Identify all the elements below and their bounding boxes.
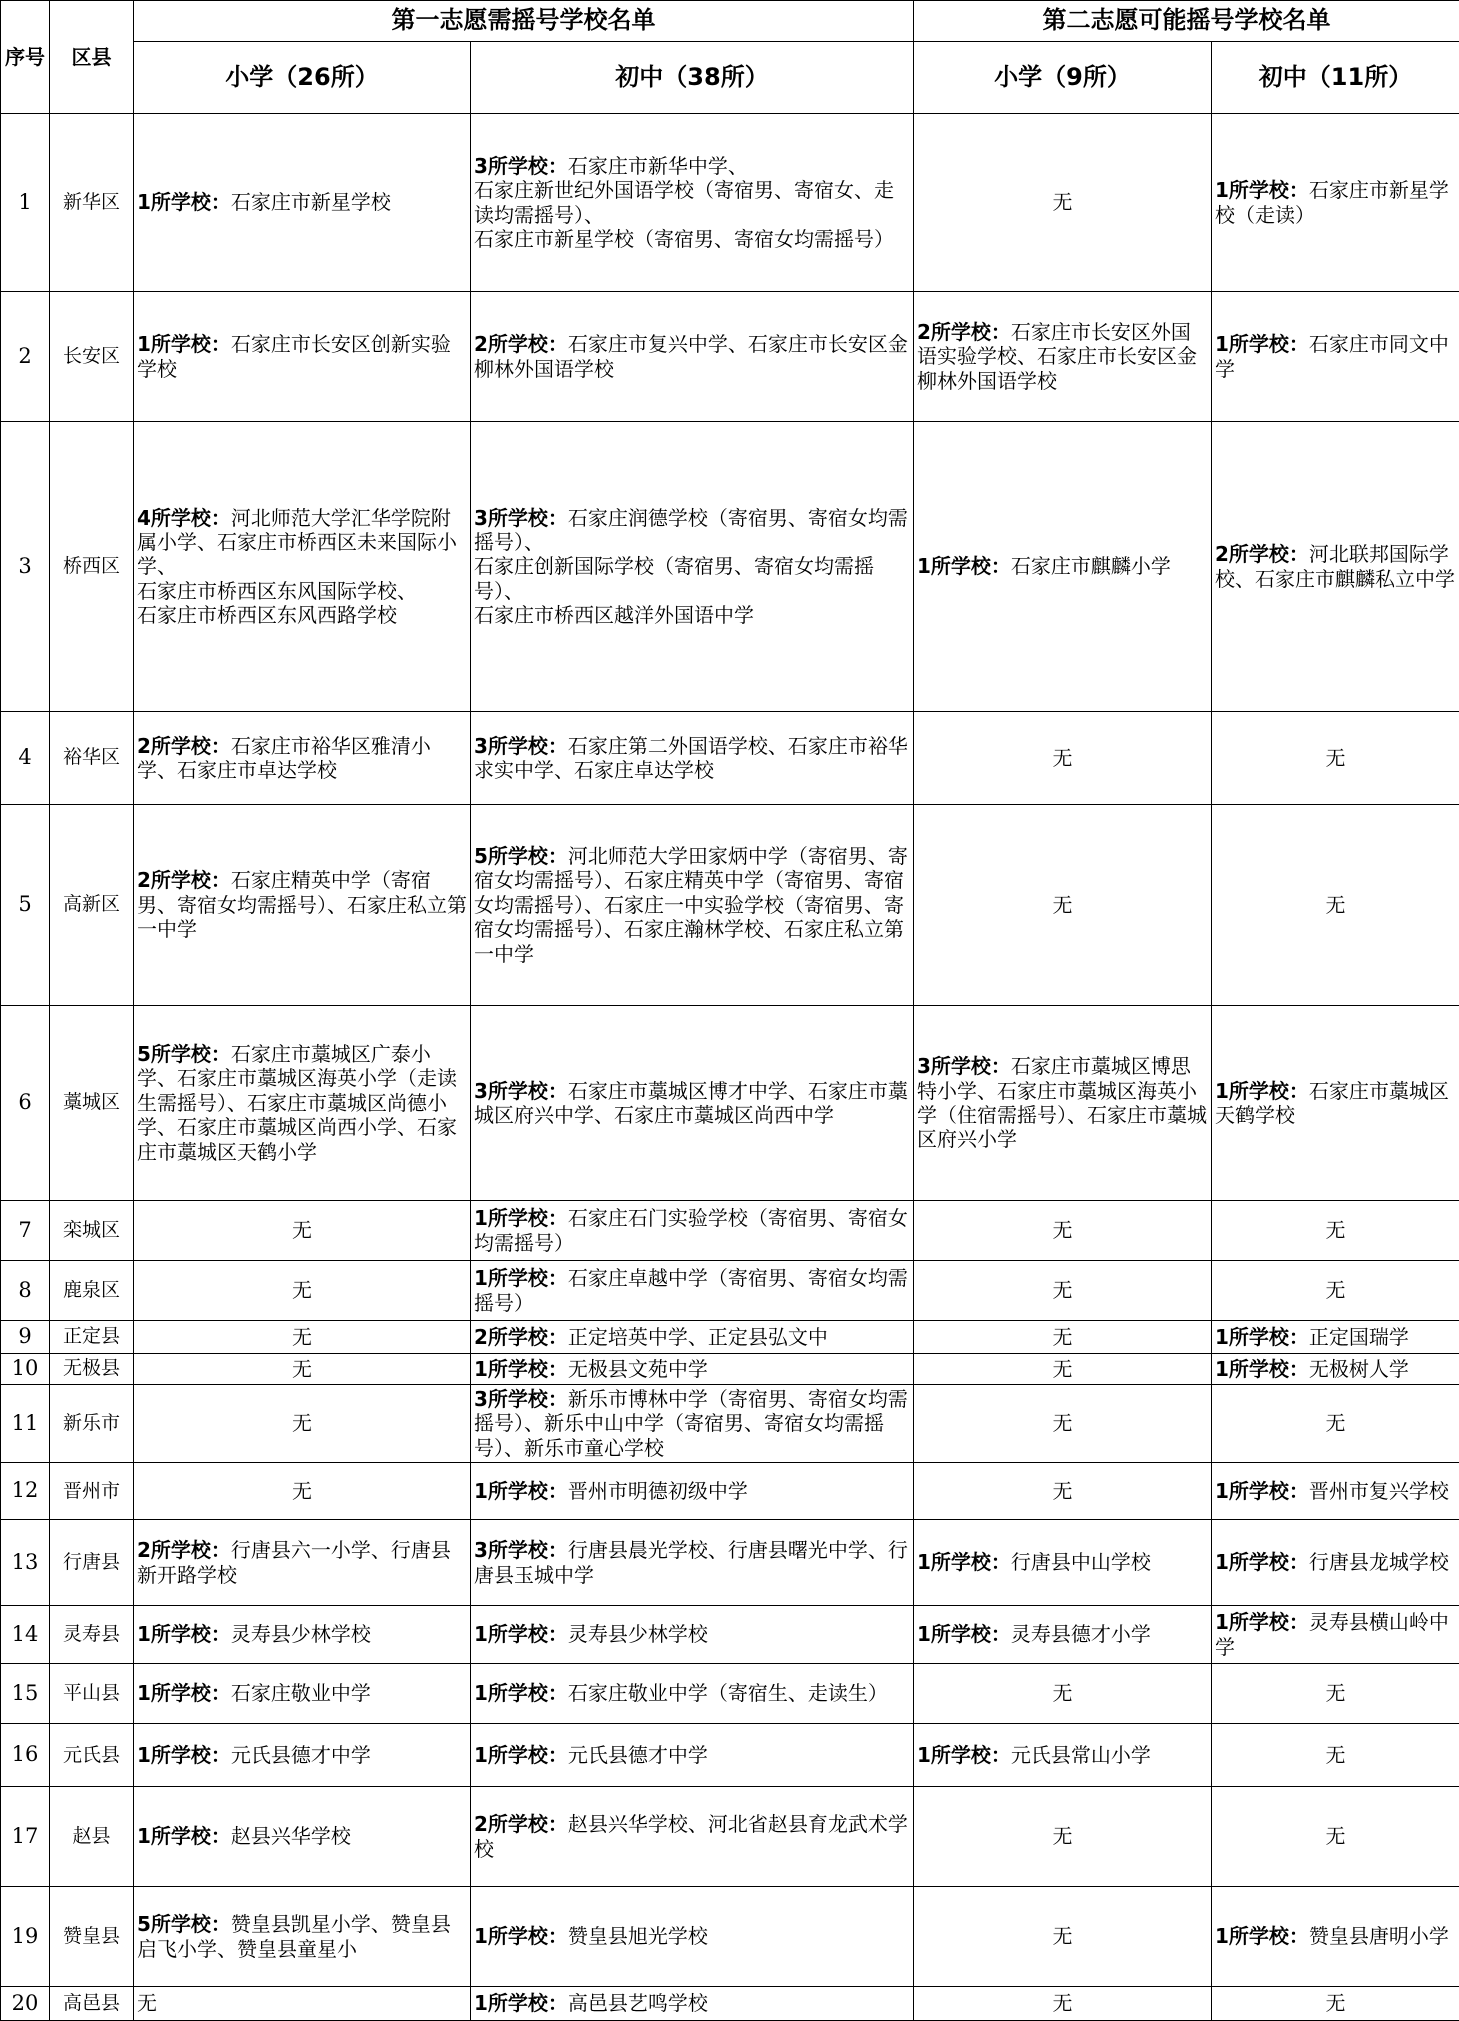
- district-name: 行唐县: [50, 1520, 134, 1606]
- table-row: [1, 1987, 1459, 2021]
- school-cell-g1-primary: [134, 1724, 471, 1787]
- school-count: 1所学校：: [1215, 1610, 1309, 1634]
- school-count: 2所学校：: [137, 734, 231, 758]
- school-list-text: 无极树人学: [1309, 1357, 1409, 1381]
- school-list-text: 石家庄精英中学（寄宿男、寄宿女均需摇号）、石家庄私立第一中学: [137, 868, 467, 941]
- school-cell-g2-primary: [914, 1006, 1212, 1201]
- school-count: 3所学校：: [917, 1054, 1011, 1078]
- header-g1-junior: 初中（38所）: [471, 42, 914, 114]
- none-value: 无: [1326, 1743, 1346, 1767]
- district-name: 灵寿县: [50, 1606, 134, 1664]
- row-number: 12: [1, 1463, 50, 1520]
- school-cell-g2-junior: [1212, 1354, 1459, 1385]
- school-count: 1所学校：: [474, 1681, 568, 1705]
- district-name: 长安区: [50, 292, 134, 422]
- school-count: 1所学校：: [1215, 1550, 1309, 1574]
- district-name: 栾城区: [50, 1201, 134, 1261]
- school-count: 3所学校：: [474, 1079, 568, 1103]
- school-cell-g1-junior: [471, 1321, 914, 1354]
- school-count: 1所学校：: [474, 1357, 568, 1381]
- school-count: 2所学校：: [137, 1538, 231, 1562]
- school-list-text: 石家庄敬业中学（寄宿生、走读生）: [568, 1681, 888, 1705]
- school-list-text: 正定培英中学、正定县弘文中: [568, 1325, 828, 1349]
- school-list-text: 石家庄市桥西区东风西路学校: [137, 603, 467, 627]
- school-cell-g2-junior: [1212, 1321, 1459, 1354]
- school-list-text: 赵县兴华学校、河北省赵县育龙武术学校: [474, 1812, 908, 1860]
- table-row: [1, 114, 1459, 292]
- school-list-text: 石家庄石门实验学校（寄宿男、寄宿女均需摇号）: [474, 1206, 908, 1254]
- school-cell-g2-junior: [1212, 422, 1459, 712]
- row-number: 9: [1, 1321, 50, 1354]
- none-value: 无: [292, 1357, 312, 1381]
- school-count: 3所学校：: [474, 734, 568, 758]
- school-cell-g2-junior: [1212, 712, 1459, 805]
- school-count: 1所学校：: [474, 1743, 568, 1767]
- row-number: 1: [1, 114, 50, 292]
- school-cell-g1-primary: [134, 292, 471, 422]
- school-cell-g1-primary: [134, 1261, 471, 1321]
- school-cell-g2-junior: [1212, 292, 1459, 422]
- school-list-text: 石家庄市新华中学、: [568, 154, 748, 178]
- table-row: [1, 1887, 1459, 1987]
- school-count: 2所学校：: [474, 1812, 568, 1836]
- school-list-text: 石家庄新世纪外国语学校（寄宿男、寄宿女、走读均需摇号）、: [474, 178, 910, 227]
- none-value: 无: [292, 1479, 312, 1503]
- header-first-choice: 第一志愿需摇号学校名单: [134, 1, 914, 42]
- school-cell-g2-primary: [914, 1987, 1212, 2021]
- school-cell-g1-primary: [134, 1987, 471, 2021]
- school-count: 1所学校：: [137, 332, 231, 356]
- school-list-text: 石家庄市新星学校（走读）: [1215, 178, 1449, 226]
- school-list-text: 石家庄市藁城区博才中学、石家庄市藁城区府兴中学、石家庄市藁城区尚西中学: [474, 1079, 908, 1127]
- school-count: 3所学校：: [474, 506, 568, 530]
- school-count: 3所学校：: [474, 154, 568, 178]
- table-row: [1, 1606, 1459, 1664]
- school-count: 2所学校：: [1215, 542, 1309, 566]
- school-cell-g1-junior: [471, 1201, 914, 1261]
- district-name: 元氏县: [50, 1724, 134, 1787]
- school-list-text: 晋州市明德初级中学: [568, 1479, 748, 1503]
- row-number: 7: [1, 1201, 50, 1261]
- school-cell-g1-junior: [471, 1463, 914, 1520]
- district-name: 正定县: [50, 1321, 134, 1354]
- school-cell-g2-junior: [1212, 1987, 1459, 2021]
- school-list-text: 无极县文苑中学: [568, 1357, 708, 1381]
- school-cell-g1-junior: [471, 1664, 914, 1724]
- district-name: 高邑县: [50, 1987, 134, 2021]
- school-cell-g1-junior: [471, 114, 914, 292]
- school-list-text: 石家庄市新星学校: [231, 190, 391, 214]
- school-cell-g2-junior: [1212, 114, 1459, 292]
- school-cell-g2-junior: [1212, 1724, 1459, 1787]
- school-cell-g1-junior: [471, 1261, 914, 1321]
- school-list-text: 灵寿县横山岭中学: [1215, 1610, 1449, 1658]
- row-number: 17: [1, 1787, 50, 1887]
- school-cell-g2-primary: [914, 1724, 1212, 1787]
- school-list-text: 元氏县德才中学: [568, 1743, 708, 1767]
- district-name: 新乐市: [50, 1385, 134, 1463]
- school-cell-g2-junior: [1212, 1787, 1459, 1887]
- school-cell-g1-primary: [134, 1201, 471, 1261]
- school-count: 1所学校：: [1215, 178, 1309, 202]
- school-cell-g1-primary: [134, 1887, 471, 1987]
- school-count: 2所学校：: [474, 332, 568, 356]
- none-value: 无: [1053, 1218, 1073, 1242]
- school-list-text: 正定国瑞学: [1309, 1325, 1409, 1349]
- school-list-text: 行唐县龙城学校: [1309, 1550, 1449, 1574]
- school-cell-g1-junior: [471, 712, 914, 805]
- school-cell-g1-primary: [134, 1006, 471, 1201]
- school-list-text: 石家庄市复兴中学、石家庄市长安区金柳林外国语学校: [474, 332, 908, 380]
- none-value: 无: [1053, 1924, 1073, 1948]
- school-cell-g1-junior: [471, 1006, 914, 1201]
- school-count: 1所学校：: [474, 1206, 568, 1230]
- school-count: 1所学校：: [917, 1743, 1011, 1767]
- school-list-text: 石家庄卓越中学（寄宿男、寄宿女均需摇号）: [474, 1266, 908, 1314]
- table-row: [1, 1201, 1459, 1261]
- none-value: 无: [1053, 746, 1073, 770]
- school-count: 1所学校：: [474, 1266, 568, 1290]
- school-count: 1所学校：: [917, 1550, 1011, 1574]
- school-cell-g2-primary: [914, 292, 1212, 422]
- school-list-text: 晋州市复兴学校: [1309, 1479, 1449, 1503]
- table-row: [1, 1261, 1459, 1321]
- school-list-text: 河北联邦国际学校、石家庄市麒麟私立中学: [1215, 542, 1455, 590]
- school-count: 1所学校：: [1215, 1479, 1309, 1503]
- school-count: 1所学校：: [1215, 1357, 1309, 1381]
- district-name: 藁城区: [50, 1006, 134, 1201]
- school-list-text: 元氏县常山小学: [1011, 1743, 1151, 1767]
- school-count: 1所学校：: [474, 1991, 568, 2015]
- school-count: 1所学校：: [137, 1622, 231, 1646]
- school-cell-g2-junior: [1212, 1385, 1459, 1463]
- school-cell-g2-primary: [914, 1201, 1212, 1261]
- school-cell-g2-primary: [914, 1887, 1212, 1987]
- none-value: 无: [1053, 1681, 1073, 1705]
- school-cell-g1-primary: [134, 1463, 471, 1520]
- table-row: [1, 1354, 1459, 1385]
- school-list-text: 石家庄市麒麟小学: [1011, 554, 1171, 578]
- row-number: 11: [1, 1385, 50, 1463]
- school-count: 2所学校：: [137, 868, 231, 892]
- none-value: 无: [292, 1278, 312, 1302]
- school-cell-g2-junior: [1212, 1463, 1459, 1520]
- row-number: 19: [1, 1887, 50, 1987]
- school-cell-g2-junior: [1212, 1664, 1459, 1724]
- school-count: 1所学校：: [474, 1479, 568, 1503]
- school-cell-g2-primary: [914, 1664, 1212, 1724]
- school-count: 4所学校：: [137, 506, 231, 530]
- table-row: [1, 1664, 1459, 1724]
- school-cell-g2-primary: [914, 1463, 1212, 1520]
- school-list-text: 石家庄市新星学校（寄宿男、寄宿女均需摇号）: [474, 227, 910, 251]
- school-cell-g1-junior: [471, 1385, 914, 1463]
- none-value: 无: [292, 1411, 312, 1435]
- none-value: 无: [1326, 1681, 1346, 1705]
- none-value: 无: [1326, 893, 1346, 917]
- school-cell-g2-primary: [914, 1354, 1212, 1385]
- table-row: [1, 1520, 1459, 1606]
- school-cell-g1-junior: [471, 1987, 914, 2021]
- school-cell-g2-primary: [914, 1787, 1212, 1887]
- header-seq: 序号: [1, 1, 50, 114]
- school-list-text: 高邑县艺鸣学校: [568, 1991, 708, 2015]
- school-cell-g1-primary: [134, 1354, 471, 1385]
- table-row: [1, 1463, 1459, 1520]
- school-count: 5所学校：: [474, 844, 568, 868]
- district-name: 晋州市: [50, 1463, 134, 1520]
- none-value: 无: [292, 1325, 312, 1349]
- school-count: 1所学校：: [137, 190, 231, 214]
- district-name: 无极县: [50, 1354, 134, 1385]
- school-count: 1所学校：: [137, 1743, 231, 1767]
- row-number: 8: [1, 1261, 50, 1321]
- none-value: 无: [1326, 1824, 1346, 1848]
- school-count: 5所学校：: [137, 1912, 231, 1936]
- school-cell-g1-primary: [134, 1787, 471, 1887]
- school-count: 1所学校：: [137, 1824, 231, 1848]
- school-cell-g1-primary: [134, 114, 471, 292]
- school-count: 1所学校：: [137, 1681, 231, 1705]
- school-list-text: 石家庄第二外国语学校、石家庄市裕华求实中学、石家庄卓达学校: [474, 734, 908, 782]
- none-value: 无: [1326, 1278, 1346, 1302]
- header-g2-primary: 小学（9所）: [914, 42, 1212, 114]
- none-value: 无: [1326, 1991, 1346, 2015]
- school-cell-g1-primary: [134, 1664, 471, 1724]
- district-name: 高新区: [50, 805, 134, 1006]
- table-row: [1, 805, 1459, 1006]
- row-number: 20: [1, 1987, 50, 2021]
- none-value: 无: [1053, 1824, 1073, 1848]
- table-row: [1, 1006, 1459, 1201]
- row-number: 16: [1, 1724, 50, 1787]
- table-row: [1, 1724, 1459, 1787]
- school-count: 3所学校：: [474, 1538, 568, 1562]
- district-name: 赞皇县: [50, 1887, 134, 1987]
- table-row: [1, 1385, 1459, 1463]
- district-name: 赵县: [50, 1787, 134, 1887]
- district-name: 桥西区: [50, 422, 134, 712]
- school-list-text: 行唐县晨光学校、行唐县曙光中学、行唐县玉城中学: [474, 1538, 908, 1586]
- none-value: 无: [292, 1218, 312, 1242]
- school-list-text: 行唐县六一小学、行唐县新开路学校: [137, 1538, 451, 1586]
- district-name: 新华区: [50, 114, 134, 292]
- none-value: 无: [1053, 893, 1073, 917]
- school-cell-g2-primary: [914, 114, 1212, 292]
- school-cell-g2-primary: [914, 1321, 1212, 1354]
- header-district: 区县: [50, 1, 134, 114]
- school-list-text: 石家庄市同文中学: [1215, 332, 1449, 380]
- school-cell-g1-junior: [471, 1354, 914, 1385]
- header-second-choice: 第二志愿可能摇号学校名单: [914, 1, 1459, 42]
- school-list-text: 石家庄润德学校（寄宿男、寄宿女均需摇号）、: [474, 506, 908, 554]
- none-value: 无: [1326, 1218, 1346, 1242]
- none-value: 无: [1326, 746, 1346, 770]
- school-cell-g2-primary: [914, 805, 1212, 1006]
- school-list-text: 新乐市博林中学（寄宿男、寄宿女均需摇号）、新乐中山中学（寄宿男、寄宿女均需摇号）、新乐市童心学校: [474, 1387, 908, 1460]
- district-name: 平山县: [50, 1664, 134, 1724]
- school-list-text: 石家庄市藁城区天鹤学校: [1215, 1079, 1449, 1127]
- school-count: 2所学校：: [474, 1325, 568, 1349]
- none-value: 无: [1053, 190, 1073, 214]
- header-g1-primary: 小学（26所）: [134, 42, 471, 114]
- school-cell-g1-primary: [134, 1606, 471, 1664]
- school-cell-g2-junior: [1212, 1201, 1459, 1261]
- school-list-text: 河北师范大学田家炳中学（寄宿男、寄宿女均需摇号）、石家庄精英中学（寄宿男、寄宿女均需摇号）、石家庄一中实验学校（寄宿男、寄宿女均需摇号）、石家庄瀚林学校、石家庄私立第一中学: [474, 844, 908, 966]
- school-count: 1所学校：: [1215, 1079, 1309, 1103]
- row-number: 5: [1, 805, 50, 1006]
- school-list-text: 赞皇县旭光学校: [568, 1924, 708, 1948]
- school-cell-g1-junior: [471, 1724, 914, 1787]
- school-list-text: 石家庄市长安区外国语实验学校、石家庄市长安区金柳林外国语学校: [917, 320, 1197, 393]
- school-list-text: 石家庄市藁城区广泰小学、石家庄市藁城区海英小学（走读生需摇号）、石家庄市藁城区尚德小学、石家庄市藁城区尚西小学、石家庄市藁城区天鹤小学: [137, 1042, 457, 1164]
- school-cell-g2-primary: [914, 422, 1212, 712]
- school-count: 3所学校：: [474, 1387, 568, 1411]
- row-number: 10: [1, 1354, 50, 1385]
- school-count: 1所学校：: [917, 554, 1011, 578]
- row-number: 2: [1, 292, 50, 422]
- school-list-text: 赞皇县唐明小学: [1309, 1924, 1449, 1948]
- school-cell-g1-primary: [134, 1520, 471, 1606]
- school-cell-g1-junior: [471, 1520, 914, 1606]
- school-count: 1所学校：: [917, 1622, 1011, 1646]
- school-list-text: 石家庄市藁城区博思特小学、石家庄市藁城区海英小学（住宿需摇号）、石家庄市藁城区府兴小学: [917, 1054, 1207, 1151]
- school-list-text: 赵县兴华学校: [231, 1824, 351, 1848]
- table-body: [1, 114, 1459, 2021]
- row-number: 15: [1, 1664, 50, 1724]
- school-cell-g1-primary: [134, 712, 471, 805]
- school-count: 2所学校：: [917, 320, 1011, 344]
- school-cell-g1-junior: [471, 1606, 914, 1664]
- school-cell-g1-primary: [134, 422, 471, 712]
- school-cell-g2-primary: [914, 1385, 1212, 1463]
- school-cell-g1-junior: [471, 292, 914, 422]
- school-count: 1所学校：: [1215, 332, 1309, 356]
- school-cell-g2-junior: [1212, 1887, 1459, 1987]
- school-count: 1所学校：: [474, 1924, 568, 1948]
- table-row: [1, 712, 1459, 805]
- header-g2-junior: 初中（11所）: [1212, 42, 1459, 114]
- school-count: 5所学校：: [137, 1042, 231, 1066]
- school-cell-g1-junior: [471, 422, 914, 712]
- none-value: 无: [1053, 1278, 1073, 1302]
- school-list-text: 河北师范大学汇华学院附属小学、石家庄市桥西区未来国际小学、: [137, 506, 457, 579]
- school-cell-g2-junior: [1212, 1520, 1459, 1606]
- table-row: [1, 1787, 1459, 1887]
- school-cell-g2-junior: [1212, 1006, 1459, 1201]
- school-cell-g1-junior: [471, 1787, 914, 1887]
- school-cell-g2-junior: [1212, 1606, 1459, 1664]
- table-row: [1, 1321, 1459, 1354]
- school-list-text: 灵寿县德才小学: [1011, 1622, 1151, 1646]
- school-cell-g2-primary: [914, 1606, 1212, 1664]
- none-value: 无: [1053, 1479, 1073, 1503]
- school-cell-g1-primary: [134, 805, 471, 1006]
- school-list-text: 石家庄敬业中学: [231, 1681, 371, 1705]
- row-number: 14: [1, 1606, 50, 1664]
- none-value: 无: [1053, 1411, 1073, 1435]
- table-row: [1, 422, 1459, 712]
- school-list-text: 石家庄市裕华区雅清小学、石家庄市卓达学校: [137, 734, 431, 782]
- school-cell-g1-primary: [134, 1321, 471, 1354]
- school-cell-g1-junior: [471, 1887, 914, 1987]
- row-number: 13: [1, 1520, 50, 1606]
- none-value: 无: [1053, 1991, 1073, 2015]
- none-value: 无: [137, 1991, 157, 2015]
- school-cell-g2-primary: [914, 712, 1212, 805]
- school-list-text: 灵寿县少林学校: [231, 1622, 371, 1646]
- school-list-text: 石家庄市桥西区东风国际学校、: [137, 579, 467, 603]
- school-list-text: 石家庄创新国际学校（寄宿男、寄宿女均需摇号）、: [474, 554, 910, 603]
- school-cell-g2-primary: [914, 1261, 1212, 1321]
- school-cell-g1-primary: [134, 1385, 471, 1463]
- district-name: 鹿泉区: [50, 1261, 134, 1321]
- school-list-text: 石家庄市长安区创新实验学校: [137, 332, 451, 380]
- school-list-text: 灵寿县少林学校: [568, 1622, 708, 1646]
- none-value: 无: [1053, 1357, 1073, 1381]
- school-list-text: 行唐县中山学校: [1011, 1550, 1151, 1574]
- row-number: 4: [1, 712, 50, 805]
- school-cell-g1-junior: [471, 805, 914, 1006]
- school-count: 1所学校：: [1215, 1325, 1309, 1349]
- school-cell-g2-primary: [914, 1520, 1212, 1606]
- school-cell-g2-junior: [1212, 1261, 1459, 1321]
- none-value: 无: [1053, 1325, 1073, 1349]
- row-number: 3: [1, 422, 50, 712]
- school-count: 1所学校：: [1215, 1924, 1309, 1948]
- school-list-text: 元氏县德才中学: [231, 1743, 371, 1767]
- school-list-text: 石家庄市桥西区越洋外国语中学: [474, 603, 910, 627]
- school-cell-g2-junior: [1212, 805, 1459, 1006]
- table-row: [1, 292, 1459, 422]
- school-count: 1所学校：: [474, 1622, 568, 1646]
- school-list-text: 赞皇县凯星小学、赞皇县启飞小学、赞皇县童星小: [137, 1912, 451, 1960]
- district-name: 裕华区: [50, 712, 134, 805]
- row-number: 6: [1, 1006, 50, 1201]
- none-value: 无: [1326, 1411, 1346, 1435]
